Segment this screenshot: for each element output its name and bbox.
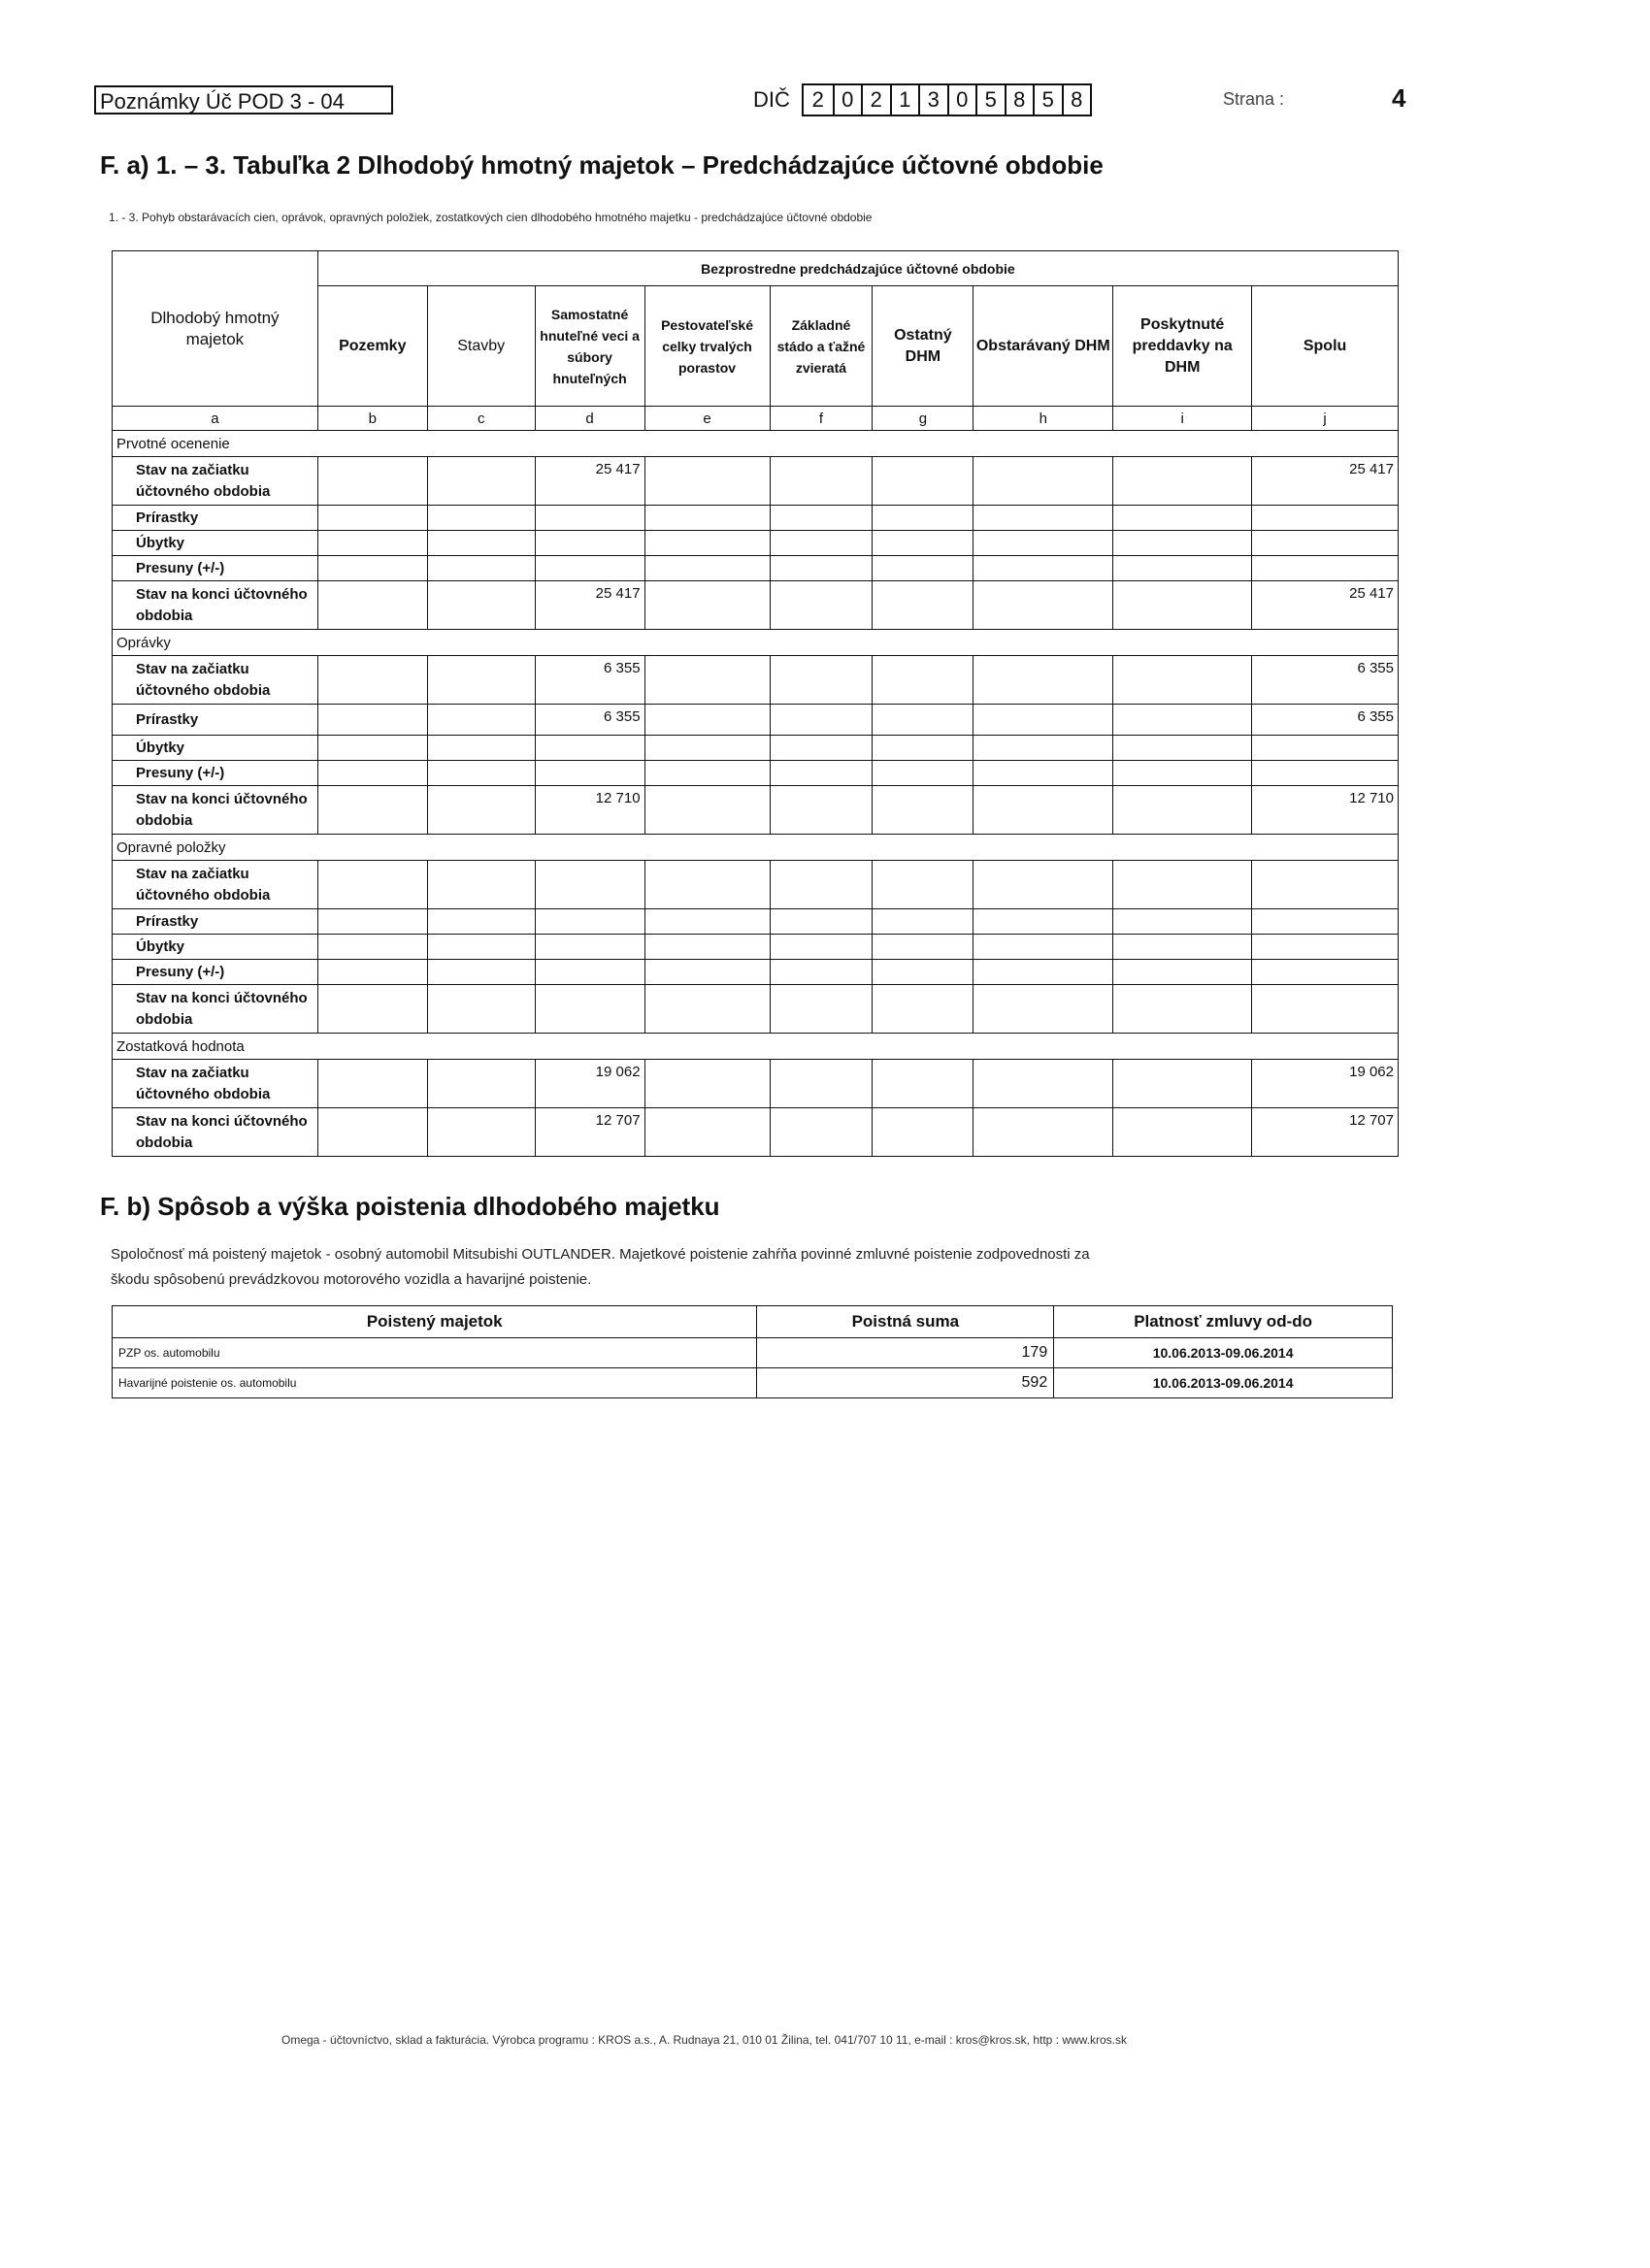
dic-digit: 8: [1005, 85, 1034, 115]
ins-validity: 10.06.2013-09.06.2014: [1054, 1368, 1393, 1398]
form-code: Poznámky Úč POD 3 - 04: [94, 85, 393, 115]
dic-boxes: [802, 83, 1092, 116]
table-row: [113, 909, 1399, 935]
row-label: Prírastky: [113, 506, 318, 531]
cell-value: [535, 960, 644, 985]
letter-c: c: [427, 407, 535, 431]
table-row: [113, 705, 1399, 736]
table-row: [113, 786, 1399, 835]
row-label: Presuny (+/-): [113, 960, 318, 985]
cell-total: [1252, 861, 1399, 909]
col-header-pozemky: Pozemky: [317, 286, 427, 407]
dic-digit: 5: [975, 85, 1005, 115]
row-label: Stav na konci účtovného obdobia: [113, 1108, 318, 1157]
letter-f: f: [770, 407, 873, 431]
table-row: [113, 457, 1399, 506]
row-label: Prírastky: [113, 705, 318, 736]
cell-total: [1252, 556, 1399, 581]
cell-value: [535, 935, 644, 960]
cell-value: 19 062: [535, 1060, 644, 1108]
table-row: [113, 506, 1399, 531]
cell-value: 25 417: [535, 457, 644, 506]
table-row: [113, 556, 1399, 581]
row-label: Stav na začiatku účtovného obdobia: [113, 656, 318, 705]
letter-i: i: [1113, 407, 1252, 431]
cell-total: 25 417: [1252, 581, 1399, 630]
row-label: Úbytky: [113, 935, 318, 960]
cell-total: [1252, 506, 1399, 531]
cell-total: 6 355: [1252, 656, 1399, 705]
ins-header-sum: Poistná suma: [757, 1306, 1054, 1338]
cell-total: [1252, 736, 1399, 761]
col-header-ostatny: Ostatný DHM: [873, 286, 974, 407]
table-row: [113, 581, 1399, 630]
section-fb-note: [111, 1242, 1275, 1293]
cell-value: [535, 909, 644, 935]
table-row: [113, 736, 1399, 761]
section-fa-title: F. a) 1. – 3. Tabuľka 2 Dlhodobý hmotný majetok – Predchádzajúce účtovné obdobie: [100, 150, 1104, 180]
section-title: Prvotné ocenenie: [113, 431, 1399, 457]
note-line: škodu spôsobenú prevádzkovou motorového vozidla a havarijné poistenie.: [111, 1271, 592, 1288]
page-number: 4: [1392, 83, 1406, 113]
dic-digit: 1: [890, 85, 919, 115]
letter-b: b: [317, 407, 427, 431]
note-line: Spoločnosť má poistený majetok - osobný automobil Mitsubishi OUTLANDER. Majetkové poistenie zahŕňa povinné zmluvné poistenie zodpovednosti za: [111, 1246, 1090, 1263]
table-row: [113, 1108, 1399, 1157]
ins-asset: PZP os. automobilu: [113, 1338, 757, 1368]
cell-total: [1252, 531, 1399, 556]
row-header: Dlhodobý hmotný majetok: [113, 251, 318, 407]
table-row: [113, 1368, 1393, 1398]
cell-value: [535, 736, 644, 761]
ins-validity: 10.06.2013-09.06.2014: [1054, 1338, 1393, 1368]
cell-value: 6 355: [535, 705, 644, 736]
fixed-assets-table: [112, 250, 1399, 1157]
dic-digit: 0: [833, 85, 862, 115]
letter-g: g: [873, 407, 974, 431]
row-label: Presuny (+/-): [113, 761, 318, 786]
row-label: Prírastky: [113, 909, 318, 935]
ins-asset: Havarijné poistenie os. automobilu: [113, 1368, 757, 1398]
row-label: Presuny (+/-): [113, 556, 318, 581]
table-row: [113, 935, 1399, 960]
dic-digit: 2: [861, 85, 890, 115]
section-title: Zostatková hodnota: [113, 1034, 1399, 1060]
row-label: Stav na konci účtovného obdobia: [113, 581, 318, 630]
insurance-table: [112, 1305, 1393, 1398]
section-fa-subtitle: 1. - 3. Pohyb obstarávacích cien, oprávok, opravných položiek, zostatkových cien dlhodobého hmotného majetku - predchádzajúce účtovné obdobie: [109, 211, 873, 224]
row-label: Úbytky: [113, 531, 318, 556]
cell-value: 12 707: [535, 1108, 644, 1157]
cell-value: [535, 985, 644, 1034]
table-row: [113, 656, 1399, 705]
section-title: Oprávky: [113, 630, 1399, 656]
footer: Omega - účtovníctvo, sklad a fakturácia. Výrobca programu : KROS a.s., A. Rudnaya 21, 010 01 Žilina, tel. 041/707 10 11, e-mail : kros@kros.sk, http : www.kros.sk: [281, 2033, 1128, 2047]
cell-value: [535, 556, 644, 581]
cell-total: 12 707: [1252, 1108, 1399, 1157]
cell-total: [1252, 909, 1399, 935]
cell-total: [1252, 935, 1399, 960]
letter-a: a: [113, 407, 318, 431]
col-header-pestovatelske: Pestovateľské celky trvalých porastov: [644, 286, 770, 407]
col-header-stavby: Stavby: [427, 286, 535, 407]
ins-sum: 179: [757, 1338, 1054, 1368]
row-label: Stav na konci účtovného obdobia: [113, 985, 318, 1034]
cell-value: [535, 506, 644, 531]
row-label: Stav na konci účtovného obdobia: [113, 786, 318, 835]
table-row: [113, 1060, 1399, 1108]
cell-value: [535, 531, 644, 556]
col-header-preddavky: Poskytnuté preddavky na DHM: [1113, 286, 1252, 407]
row-label: Úbytky: [113, 736, 318, 761]
col-header-obstaravany: Obstarávaný DHM: [974, 286, 1113, 407]
letter-h: h: [974, 407, 1113, 431]
section-title: Opravné položky: [113, 835, 1399, 861]
ins-sum: 592: [757, 1368, 1054, 1398]
letter-e: e: [644, 407, 770, 431]
table-row: [113, 1338, 1393, 1368]
ins-header-validity: Platnosť zmluvy od-do: [1054, 1306, 1393, 1338]
letter-j: j: [1252, 407, 1399, 431]
page-label: Strana :: [1223, 89, 1285, 109]
cell-value: [535, 861, 644, 909]
cell-total: 19 062: [1252, 1060, 1399, 1108]
cell-value: 25 417: [535, 581, 644, 630]
section-fb-title: F. b) Spôsob a výška poistenia dlhodobého majetku: [100, 1192, 720, 1221]
cell-value: 12 710: [535, 786, 644, 835]
dic-label: DIČ: [753, 87, 790, 112]
table-row: [113, 960, 1399, 985]
table-row: [113, 861, 1399, 909]
dic-digit: 2: [811, 87, 824, 112]
dic-digit: 3: [918, 85, 947, 115]
table-row: [113, 531, 1399, 556]
row-label: Stav na začiatku účtovného obdobia: [113, 457, 318, 506]
dic-digit: 0: [947, 85, 976, 115]
dic-digit: 5: [1033, 85, 1062, 115]
row-label: Stav na začiatku účtovného obdobia: [113, 861, 318, 909]
ins-header-asset: Poistený majetok: [113, 1306, 757, 1338]
group-header: Bezprostredne predchádzajúce účtovné obdobie: [317, 251, 1398, 286]
dic-digit: 8: [1062, 85, 1091, 115]
cell-total: 12 710: [1252, 786, 1399, 835]
cell-value: [535, 761, 644, 786]
cell-total: 6 355: [1252, 705, 1399, 736]
cell-value: 6 355: [535, 656, 644, 705]
letter-d: d: [535, 407, 644, 431]
col-header-stado: Základné stádo a ťažné zvieratá: [770, 286, 873, 407]
cell-total: [1252, 960, 1399, 985]
table-row: [113, 761, 1399, 786]
col-header-hnutelne: Samostatné hnuteľné veci a súbory hnuteľných: [535, 286, 644, 407]
col-header-spolu: Spolu: [1252, 286, 1399, 407]
cell-total: 25 417: [1252, 457, 1399, 506]
row-label: Stav na začiatku účtovného obdobia: [113, 1060, 318, 1108]
cell-total: [1252, 985, 1399, 1034]
table-row: [113, 985, 1399, 1034]
cell-total: [1252, 761, 1399, 786]
